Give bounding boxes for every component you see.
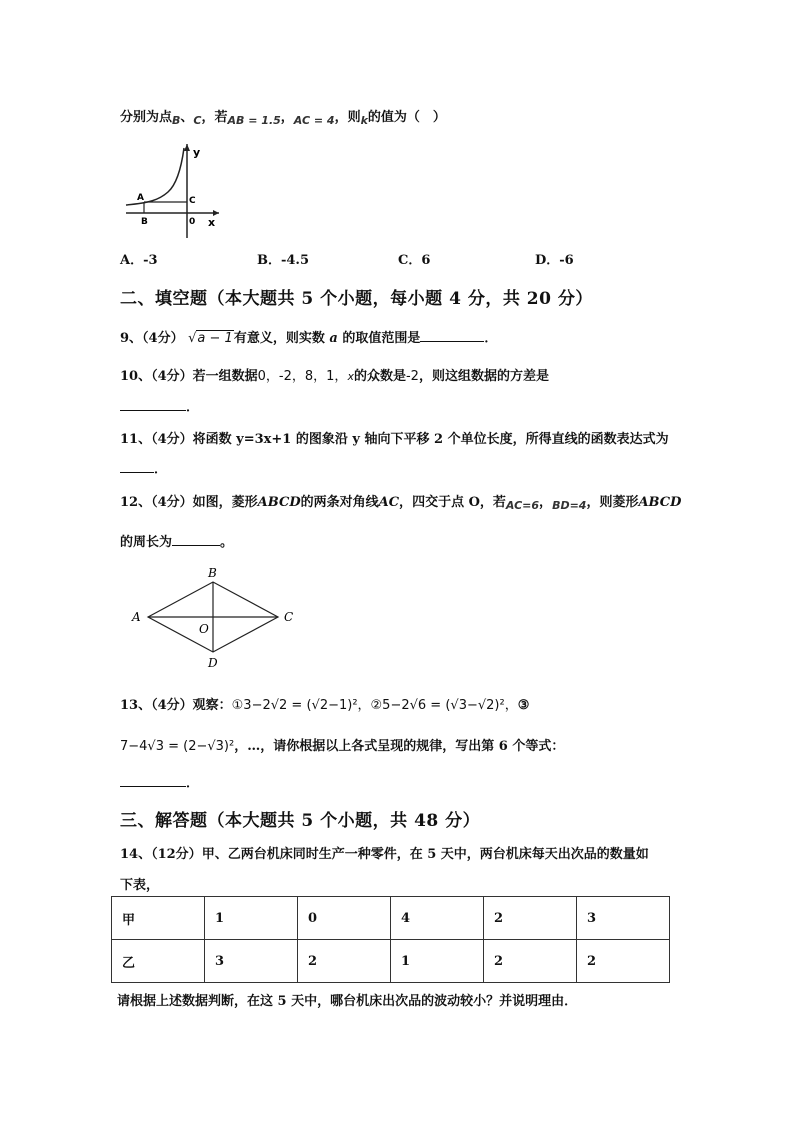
rhombus-figure: [128, 564, 303, 674]
label-B: B: [141, 217, 148, 227]
q14-line2: 下表，: [120, 878, 160, 893]
label-B: B: [208, 566, 217, 580]
y-axis-arrow: [184, 144, 190, 151]
table-cell: 2: [484, 897, 577, 940]
q12-line2: 的周长为 。: [120, 535, 234, 550]
q14-line1: 14、（12分）甲、乙两台机床同时生产一种零件，在 5 天中，两台机床每天出次品的数量如: [120, 847, 649, 862]
q12: 12、（4分）如图，菱形ABCD的两条对角线AC，四交于点 O，若$_{AC=6}$，$_{BD=4}$，则菱形ABCD: [120, 495, 682, 512]
table-row: [112, 897, 670, 940]
q10-answer-line: ．: [120, 396, 199, 415]
q8-option-c: C．6: [398, 253, 431, 268]
table-cell: 1: [205, 897, 298, 940]
q14-question: 请根据上述数据判断，在这 5 天中，哪台机床出次品的波动较小？并说明理由．: [117, 994, 578, 1009]
q13: 13、（4分）观察：①3−2√2 = (√2−1)²，②5−2√6 = (√3−√2)²，③: [120, 698, 530, 713]
label-y: y: [193, 146, 201, 159]
q8-option-a: A．-3: [120, 253, 158, 268]
q9: 9、（4分） √a − 1有意义，则实数 a 的取值范围是 ．: [120, 331, 498, 346]
q8-option-d: D．-6: [535, 253, 574, 268]
defects-table: [111, 896, 670, 983]
hyperbola-curve: [126, 148, 184, 205]
table-cell: 4: [391, 897, 484, 940]
table-row: [112, 940, 670, 983]
label-C: C: [189, 196, 196, 206]
q10: 10、（4分）若一组数据0，-2，8，1，x的众数是-2，则这组数据的方差是: [120, 369, 549, 384]
label-A: A: [137, 193, 144, 203]
q8-option-b: B．-4.5: [257, 253, 310, 268]
q11-answer-line: ．: [120, 458, 167, 477]
table-cell: 甲: [112, 897, 205, 940]
label-D: D: [208, 656, 218, 670]
table-cell: 3: [577, 897, 670, 940]
table-cell: 乙: [112, 940, 205, 983]
table-cell: 1: [391, 940, 484, 983]
label-A: A: [132, 610, 141, 624]
section2-title: 二、填空题（本大题共 5 个小题，每小题 4 分，共 20 分）: [120, 289, 593, 309]
table-cell: 3: [205, 940, 298, 983]
label-O: O: [199, 622, 209, 636]
q8-graph: [124, 140, 224, 240]
label-C: C: [284, 610, 294, 624]
section3-title: 三、解答题（本大题共 5 个小题，共 48 分）: [120, 811, 481, 831]
label-x: x: [208, 216, 216, 229]
q11: 11、（4分）将函数 y=3x+1 的图象沿 y 轴向下平移 2 个单位长度，所得直线的函数表达式为: [120, 432, 669, 447]
q13-line2: 7−4√3 = (2−√3)²，…，请你根据以上各式呈现的规律，写出第 6 个等式：: [120, 739, 565, 754]
table-cell: 2: [577, 940, 670, 983]
table-cell: 2: [484, 940, 577, 983]
label-O: 0: [189, 217, 196, 227]
q13-answer-line: ．: [120, 772, 199, 791]
q8-stem: 分别为点$_B$、$_C$，若$_{AB = 1.5}$，$_{AC = 4}$，则$_k$的值为（ ）: [120, 110, 446, 127]
table-cell: 2: [298, 940, 391, 983]
table-cell: 0: [298, 897, 391, 940]
